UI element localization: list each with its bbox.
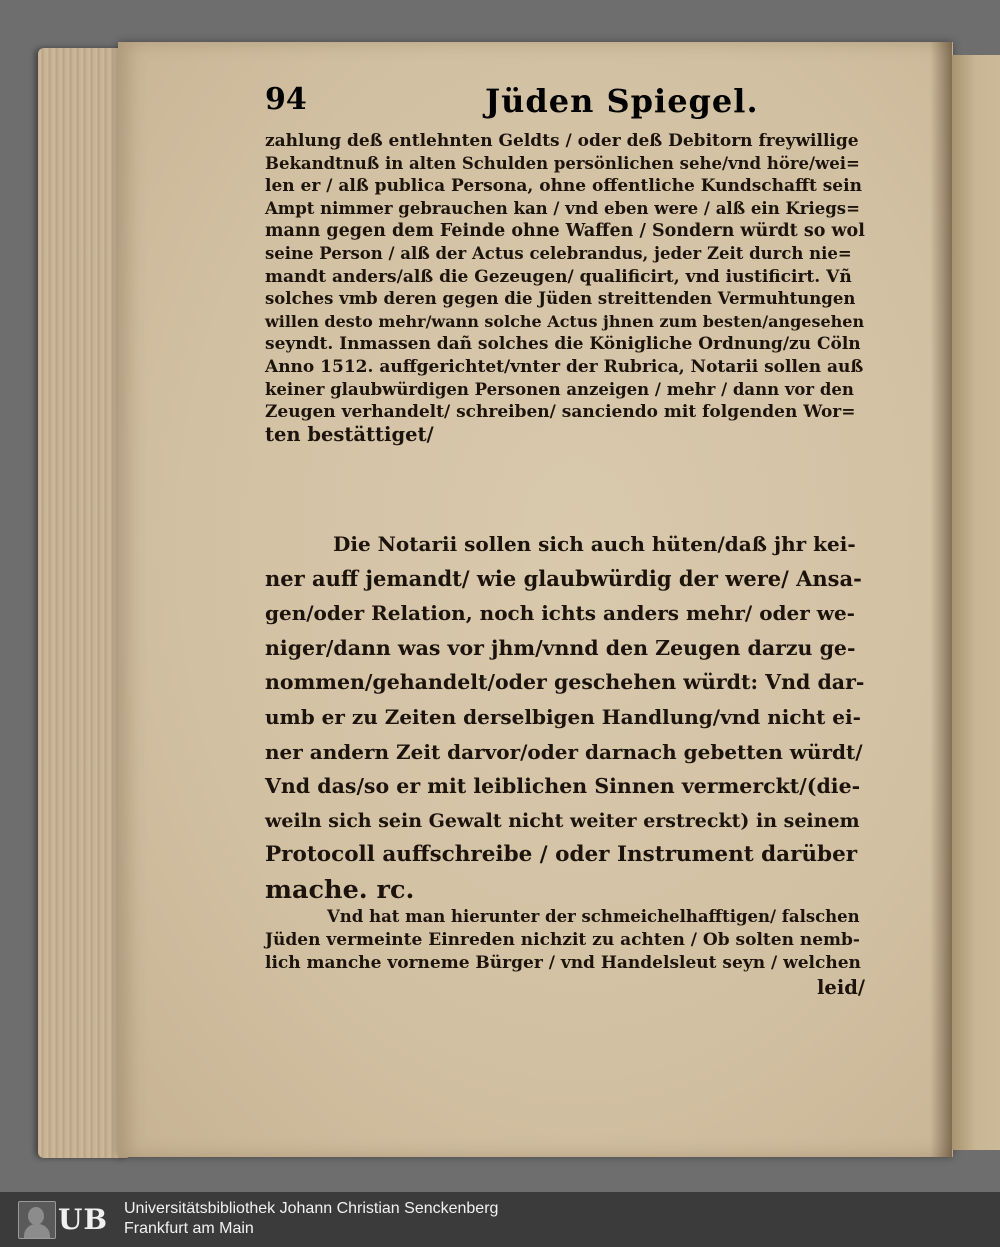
book-gutter [930, 42, 952, 1157]
text-line: Zeugen verhandelt/ schreiben/ sanciendo mit folgenden Wor= [265, 402, 856, 423]
text-line: Vnd das/so er mit leiblichen Sinnen vermerckt/(die- [265, 774, 861, 799]
text-line: willen desto mehr/wann solche Actus jhnen zum besten/angesehen [265, 311, 865, 331]
text-line: ten bestättiget/ [265, 422, 434, 446]
running-title: Jüden Spiegel. [485, 82, 759, 120]
catchword: leid/ [817, 975, 865, 999]
institution-city: Frankfurt am Main [124, 1220, 254, 1237]
logo-text: UB [58, 1203, 109, 1236]
text-line: keiner glaubwürdigen Personen anzeigen / mehr / dann vor den [265, 379, 854, 399]
text-line: mache. rc. [265, 874, 415, 905]
page-header [265, 82, 865, 126]
text-line: seyndt. Inmassen dañ solches die Königliche Ordnung/zu Cöln [265, 334, 861, 355]
portrait-icon [18, 1201, 56, 1239]
text-line: mann gegen dem Feinde ohne Waffen / Sondern würdt so wol [265, 221, 865, 242]
paragraph-1 [265, 130, 865, 446]
text-line: Protocoll auffschreibe / oder Instrument darüber [265, 842, 858, 868]
text-line: solches vmb deren gegen die Jüden streittenden Vermuhtungen [265, 289, 856, 309]
text-line: Anno 1512. auffgerichtet/vnter der Rubrica, Notarii sollen auß [265, 356, 864, 377]
page-edges [38, 48, 128, 1158]
text-line: seine Person / alß der Actus celebrandus, jeder Zeit durch nie= [265, 243, 852, 263]
text-line: ner auff jemandt/ wie glaubwürdig der were/ Ansa- [265, 565, 862, 591]
text-line: zahlung deß entlehnten Geldts / oder deß Debitorn freywillige [265, 131, 859, 151]
text-line: nommen/gehandelt/oder geschehen würdt: Vnd dar- [265, 670, 865, 695]
text-line: niger/dann was vor jhm/vnnd den Zeugen darzu ge- [265, 635, 856, 660]
text-line: gen/oder Relation, noch ichts anders mehr/ oder we- [265, 601, 855, 626]
text-line: Jüden vermeinte Einreden nichzit zu achten / Ob solten nemb- [265, 929, 860, 950]
text-line: Die Notarii sollen sich auch hüten/daß jhr kei- [333, 532, 856, 556]
library-logo[interactable] [18, 1201, 108, 1237]
footer-bar [0, 1192, 1000, 1247]
text-line: lich manche vorneme Bürger / vnd Handelsleut seyn / welchen [265, 953, 861, 973]
text-line: mandt anders/alß die Gezeugen/ qualificirt, vnd iustificirt. Vñ [265, 266, 852, 287]
institution-name: Universitätsbibliothek Johann Christian Senckenberg [124, 1200, 499, 1217]
text-line: Bekandtnuß in alten Schulden persönlichen sehe/vnd höre/wei= [265, 153, 860, 173]
text-line: len er / alß publica Persona, ohne offentliche Kundschafft sein [265, 176, 862, 197]
text-line: Ampt nimmer gebrauchen kan / vnd eben were / alß ein Kriegs= [265, 198, 860, 218]
text-line: umb er zu Zeiten derselbigen Handlung/vnd nicht ei- [265, 704, 861, 729]
quoted-ordinance [265, 527, 865, 908]
page-number: 94 [265, 82, 307, 117]
facing-page-edge [952, 55, 1000, 1150]
text-line: weiln sich sein Gewalt nicht weiter erstreckt) in seinem [265, 809, 860, 832]
text-line: Vnd hat man hierunter der schmeichelhafftigen/ falschen [327, 907, 860, 926]
text-line: ner andern Zeit darvor/oder darnach gebetten würdt/ [265, 739, 863, 764]
paragraph-3 [265, 905, 865, 999]
